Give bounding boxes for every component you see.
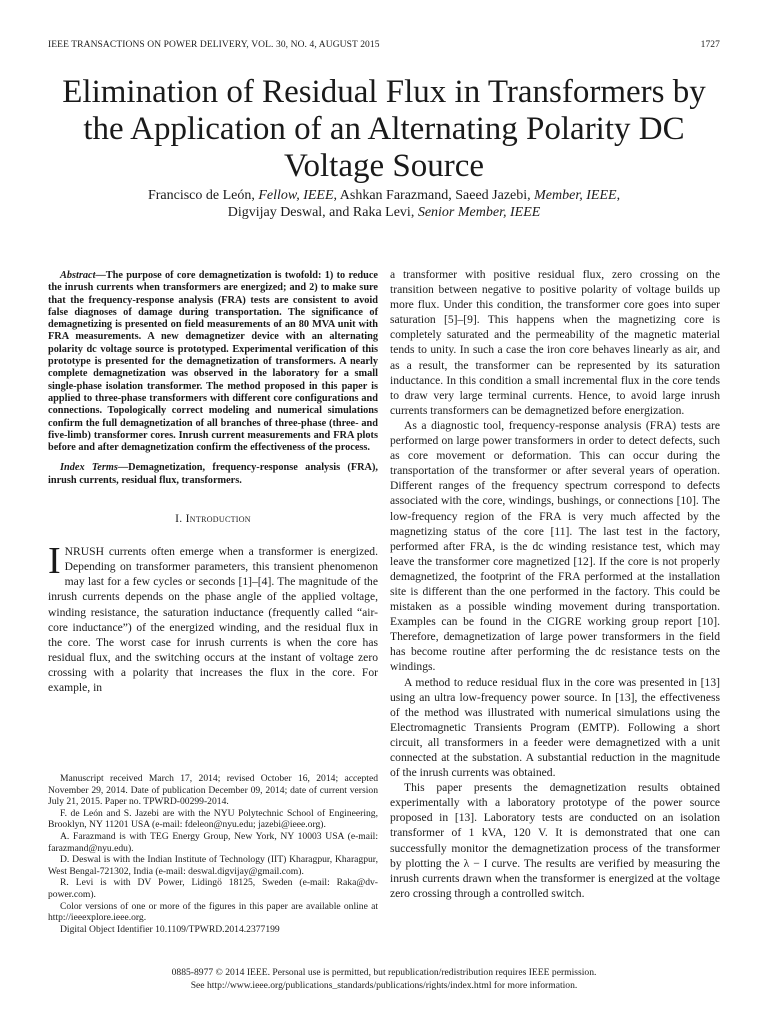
copyright-line-2: See http://www.ieee.org/publications_standards/publications/rights/index.html for more information. bbox=[190, 980, 578, 991]
paper-title: Elimination of Residual Flux in Transformers by the Application of an Alternating Polarity DC Voltage Source bbox=[62, 74, 706, 184]
paragraph: A method to reduce residual flux in the core was presented in [13] using an ultra low-frequency power source. In [13], the effectiveness of the method was illustrated with numerical simulations using the Electromagnetic Transients Program (EMTP). Following a short circuit, all transformers in a feeder were demagnetized with a unit connected at the substation. A substantial reduction in the magnitude of the inrush currents was obtained. bbox=[390, 675, 720, 780]
footnote-manuscript: Manuscript received March 17, 2014; revised October 16, 2014; accepted November 29, 2014. Date of publication December 09, 2014; date of current version July 21, 2015. Paper no. TPWRD-00299-2014. bbox=[48, 773, 378, 808]
author-list bbox=[40, 187, 728, 221]
authors-line1-b-role: Member, IEEE bbox=[534, 188, 617, 203]
footnote-affiliation-2: A. Farazmand is with TEG Energy Group, New York, NY 10003 USA (e-mail: farazmand@nyu.edu). bbox=[48, 830, 378, 854]
index-terms-label: Index Terms bbox=[60, 462, 118, 474]
abstract bbox=[48, 270, 378, 454]
introduction-paragraph bbox=[48, 540, 378, 695]
paragraph: a transformer with positive residual flux, zero crossing on the transition between negative to positive polarity of voltage builds up more flux. Under this condition, the transformer core goes into super saturation [5]–[9]. This happens when the magnetizing core is completely saturated and the permeability of the magnetic material tends to unity. In such a case the iron core behaves linearly as air, and as a result, the transformer can be represented by its saturation inductance. In this condition a small incremental flux in the core tends to draw very large terminal currents. Hence, to avoid large inrush currents transformers can be demagnetized before energization. bbox=[390, 268, 720, 417]
index-terms-text: —Demagnetization, frequency-response analysis (FRA), inrush currents, residual flux, transformers. bbox=[48, 462, 378, 486]
left-column bbox=[48, 270, 378, 695]
footnote-affiliation-4: R. Levi is with DV Power, Lidingö 18125, Sweden (e-mail: Raka@dv-power.com). bbox=[48, 877, 378, 900]
page-number: 1727 bbox=[700, 40, 720, 50]
copyright-line-1: 0885-8977 © 2014 IEEE. Personal use is permitted, but republication/redistribution requires IEEE permission. bbox=[171, 967, 597, 978]
authors-line2-a: Digvijay Deswal, and Raka Levi, bbox=[227, 205, 418, 220]
footnote-doi: Digital Object Identifier 10.1109/TPWRD.2014.2377199 bbox=[60, 923, 280, 935]
authors-line1-a: Francisco de León, bbox=[147, 188, 259, 203]
footnote-color-versions: Color versions of one or more of the figures in this paper are available online at http://ieeexplore.ieee.org. bbox=[48, 900, 378, 924]
authors-line1-end: , bbox=[616, 188, 621, 203]
abstract-label: Abstract bbox=[60, 270, 96, 281]
paragraph: This paper presents the demagnetization results obtained experimentally with a laboratory prototype of the power source proposed in [13]. Laboratory tests are conducted on an isolation transformer of 1 kVA, 120 V. It is demonstrated that one can successfully monitor the demagnetization process of the transformer by plotting the λ − I curve. The results are verified by measuring the inrush currents drawn when the transformer is energized at the voltage zero crossing through a controlled switch. bbox=[390, 781, 720, 900]
authors-line1-b: , Ashkan Farazmand, Saeed Jazebi, bbox=[333, 188, 535, 203]
running-head bbox=[48, 40, 720, 50]
drop-cap: I bbox=[48, 540, 61, 583]
introduction-text: NRUSH currents often emerge when a transformer is energized. Depending on transformer parameters, this transient phenomenon may last for a few cycles or seconds [1]–[4]. The magnitude of the inrush currents depends on the phase angle of the applied voltage, winding resistance, the saturation inductance (frequently called “air-core inductance”) of the energized winding, and the residual flux in the core. The worst case for inrush currents is when the core has residual flux, and the switching occurs at the instant of voltage zero crossing with a polarity that increases the flux in the core. For example, in bbox=[48, 545, 378, 694]
right-column bbox=[390, 267, 720, 901]
authors-line1-a-role: Fellow, IEEE bbox=[258, 188, 334, 203]
footnote-affiliation-1: F. de León and S. Jazebi are with the NYU Polytechnic School of Engineering, Brooklyn, NY 11201 USA (e-mail: fdeleon@nyu.edu; jazebi@ieee.org). bbox=[48, 807, 378, 831]
copyright-notice bbox=[40, 966, 728, 992]
abstract-text: —The purpose of core demagnetization is twofold: 1) to reduce the inrush currents when transformers are energized; and 2) to make sure that the frequency-response analysis (FRA) tests are consistent to avoid false diagnoses of damage during transportation. The significance of demagnetizing is presented on field measurements of an 80 MVA unit with FRA measurements. A new demagnetizer device with an alternating polarity dc voltage source is prototyped. Experimental verification of this prototype is presented for the demagnetization of transformers. A nearly complete demagnetization was observed in the laboratory for a small single-phase isolation transformer. The method proposed in this paper is applied to three-phase transformers with different core configurations and connections. Topologically correct modeling and numerical simulations confirm the full demagnetization of all branches of three-phase (three- and five-limb) transformer cores. Inrush current measurements and FRA plots before and after demagnetization confirm the effectiveness of the process. bbox=[48, 270, 378, 454]
footnote-affiliation-3: D. Deswal is with the Indian Institute of Technology (IIT) Kharagpur, Kharagpur, West Bengal-721302, India (e-mail: deswal.digvijay@gmail.com). bbox=[48, 854, 378, 877]
journal-name: IEEE TRANSACTIONS ON POWER DELIVERY, VOL. 30, NO. 4, AUGUST 2015 bbox=[48, 40, 380, 50]
paragraph: As a diagnostic tool, frequency-response analysis (FRA) tests are performed on large power transformers in order to detect defects, such as core movement or deformation. This can occur during the transportation of the transformer or after several years of operation. Different ranges of the frequency spectrum correspond to defects associated with the core, windings, bushings, or connections [10]. The low-frequency region of the FRA is very much affected by the magnetizing status of the core [11]. The last test in the factory, performed after FRA, is the dc winding resistance test, which may leave the transformer core magnetized [12]. If the core is not properly demagnetized, the footprint of the FRA performed at the installation site is different than the one performed in the factory. This could be mistaken as a possible winding movement during transportation. Examples can be found in the CIGRE working group report [10]. Therefore, demagnetization of large power transformers in the field has become routine after performing the dc resistance tests on the windings. bbox=[390, 418, 720, 674]
footnotes bbox=[48, 773, 378, 935]
authors-line2-a-role: Senior Member, IEEE bbox=[417, 205, 541, 220]
index-terms bbox=[48, 462, 378, 487]
section-heading-introduction: I. Introduction bbox=[175, 512, 251, 526]
